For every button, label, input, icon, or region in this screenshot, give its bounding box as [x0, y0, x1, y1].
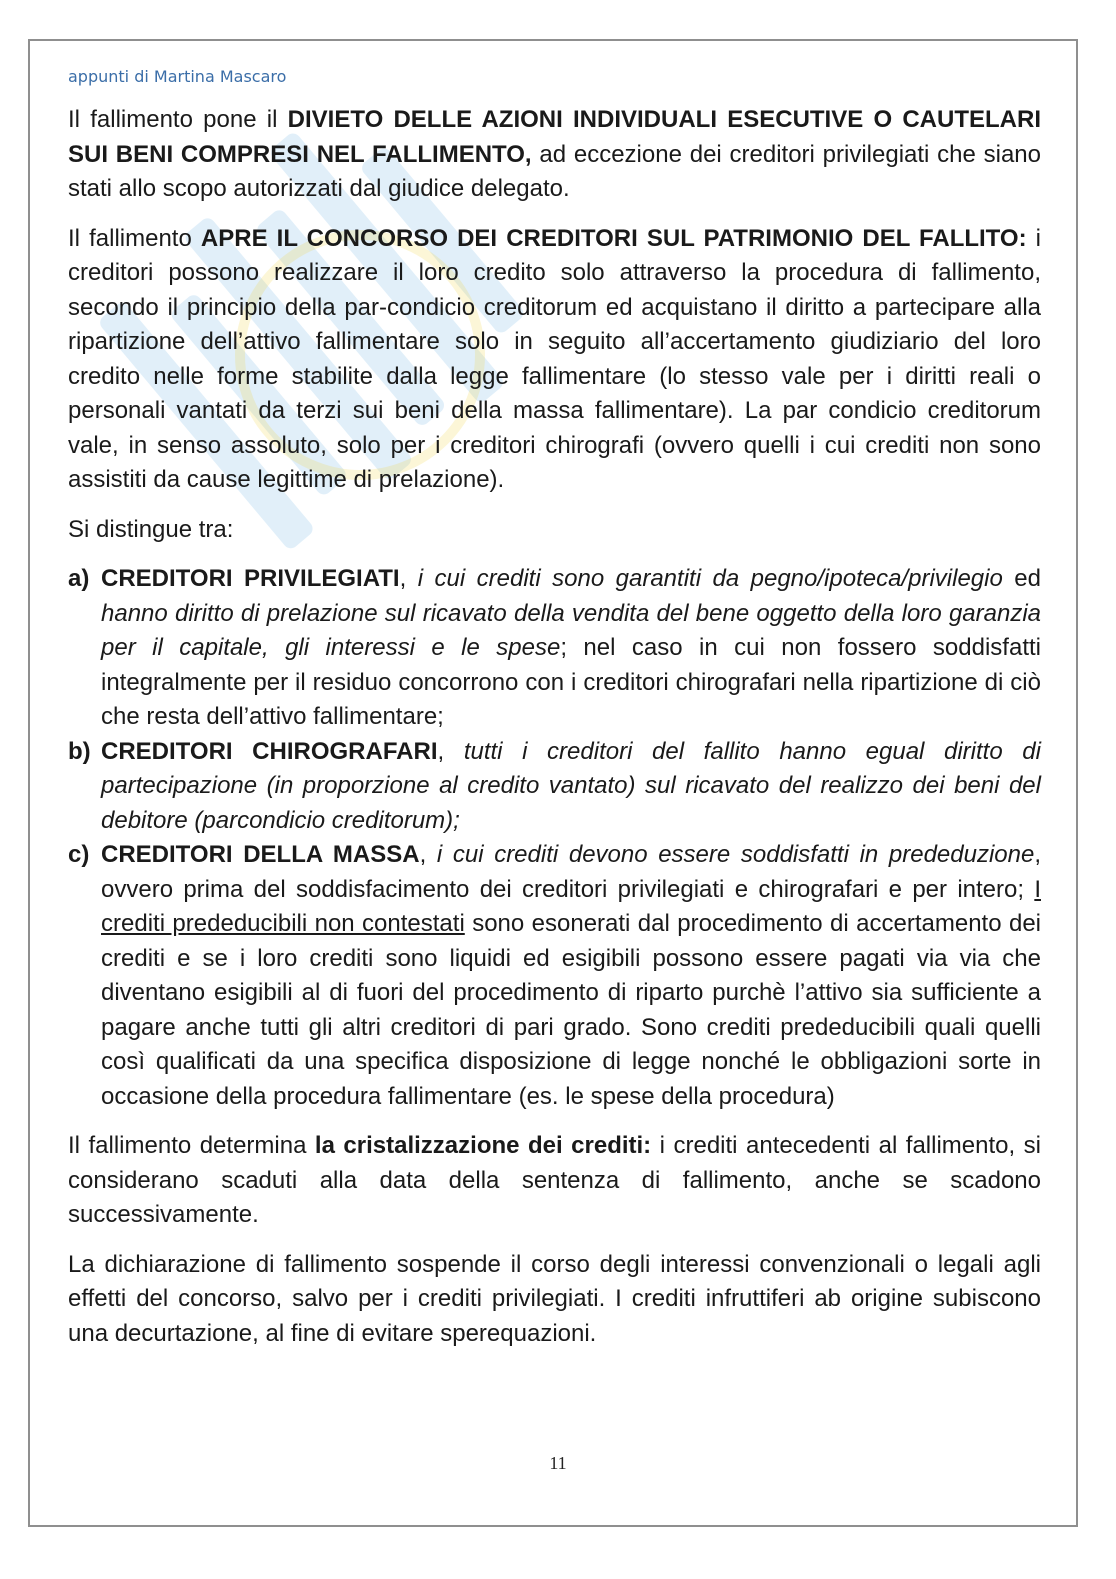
- paragraph-distingue: Si distingue tra:: [68, 515, 234, 543]
- page-number: 11: [549, 1453, 567, 1473]
- paragraph-divieto: Il fallimento pone il DIVIETO DELLE AZIONI INDIVIDUALI ESECUTIVE O CAUTELARI SUI BENI COMPRESI NEL FALLIMENTO, ad eccezione dei creditori privilegiati che siano stati allo scopo autorizzati dal giudice delegato.: [68, 106, 1042, 202]
- list-item-privilegiati: a) CREDITORI PRIVILEGIATI, i cui crediti sono garantiti da pegno/ipoteca/privilegio ed hanno diritto di prelazione sul ricavato della vendita del bene oggetto della loro garanzia per il capitale, gli interessi e le spese; nel caso in cui non fossero soddisfatti integralmente per il residuo concorrono con i creditori chirografari nella ripartizione di ciò che resta dell’attivo fallimentare;: [68, 562, 1041, 735]
- underlined-text: I crediti prededucibili non contestati: [101, 875, 1041, 937]
- bold-divieto: DIVIETO DELLE AZIONI INDIVIDUALI ESECUTIVE O CAUTELARI SUI BENI COMPRESI NEL FALLIMENTO,: [68, 106, 1042, 168]
- bold-concorso: APRE IL CONCORSO DEI CREDITORI SUL PATRIMONIO DEL FALLITO:: [200, 224, 1027, 252]
- list-item-chirografari: b) CREDITORI CHIROGRAFARI, tutti i creditori del fallito hanno egual diritto di partecipazione (in proporzione al credito vantato) sul ricavato del realizzo dei beni del debitore (parcondicio creditorum);: [68, 735, 1041, 839]
- list-item-massa: c) CREDITORI DELLA MASSA, i cui crediti devono essere soddisfatti in prededuzione, ovvero prima del soddisfacimento dei creditori privilegiati e chirografari e per intero; I crediti prededucibili non contestati sono esonerati dal procedimento di accertamento dei crediti e se i loro crediti sono liquidi ed esigibili possono essere pagati via via che diventano esigibili al di fuori del procedimento di riparto purchè l’attivo sia sufficiente a pagare anche tutti gli altri creditori di pari grado. Sono crediti prededucibili quali quelli così qualificati da una specifica disposizione di legge nonché le obbligazioni sorte in occasione della procedura fallimentare (es. le spese della procedura): [68, 838, 1041, 1114]
- list-marker: a): [68, 565, 90, 592]
- list-marker: c): [68, 841, 90, 868]
- bold-cristalizzazione: la cristalizzazione dei crediti:: [314, 1132, 652, 1159]
- paragraph-dichiarazione: La dichiarazione di fallimento sospende il corso degli interessi convenzionali o legali agli effetti del concorso, salvo per i crediti privilegiati. I crediti infruttiferi ab origine subiscono una decurtazione, al fine di evitare sperequazioni.: [68, 1250, 1041, 1347]
- author-note: appunti di Martina Mascaro: [68, 67, 287, 86]
- document-body: [68, 103, 1041, 1366]
- paragraph-concorso: Il fallimento APRE IL CONCORSO DEI CREDITORI SUL PATRIMONIO DEL FALLITO: i creditori possono realizzare il loro credito solo attraverso la procedura di fallimento, secondo il principio della par-condicio creditorum ed acquistano il diritto a partecipare alla ripartizione dell’attivo fallimentare solo in seguito all’accertamento giudiziario del loro credito nelle forme stabilite dalla legge fallimentare (lo stesso vale per i diritti reali o personali vantati da terzi sui beni della massa fallimentare). La par condicio creditorum vale, in senso assoluto, solo per i creditori chirografi (ovvero quelli i cui crediti non sono assistiti da cause legittime di prelazione).: [68, 224, 1042, 493]
- list-marker: b): [68, 737, 91, 765]
- creditori-list: [68, 562, 1041, 1114]
- paragraph-cristalizzazione: Il fallimento determina la cristalizzazione dei crediti: i crediti antecedenti al fallimento, si considerano scaduti alla data della sentenza di fallimento, anche se scadono successivamente.: [68, 1132, 1041, 1228]
